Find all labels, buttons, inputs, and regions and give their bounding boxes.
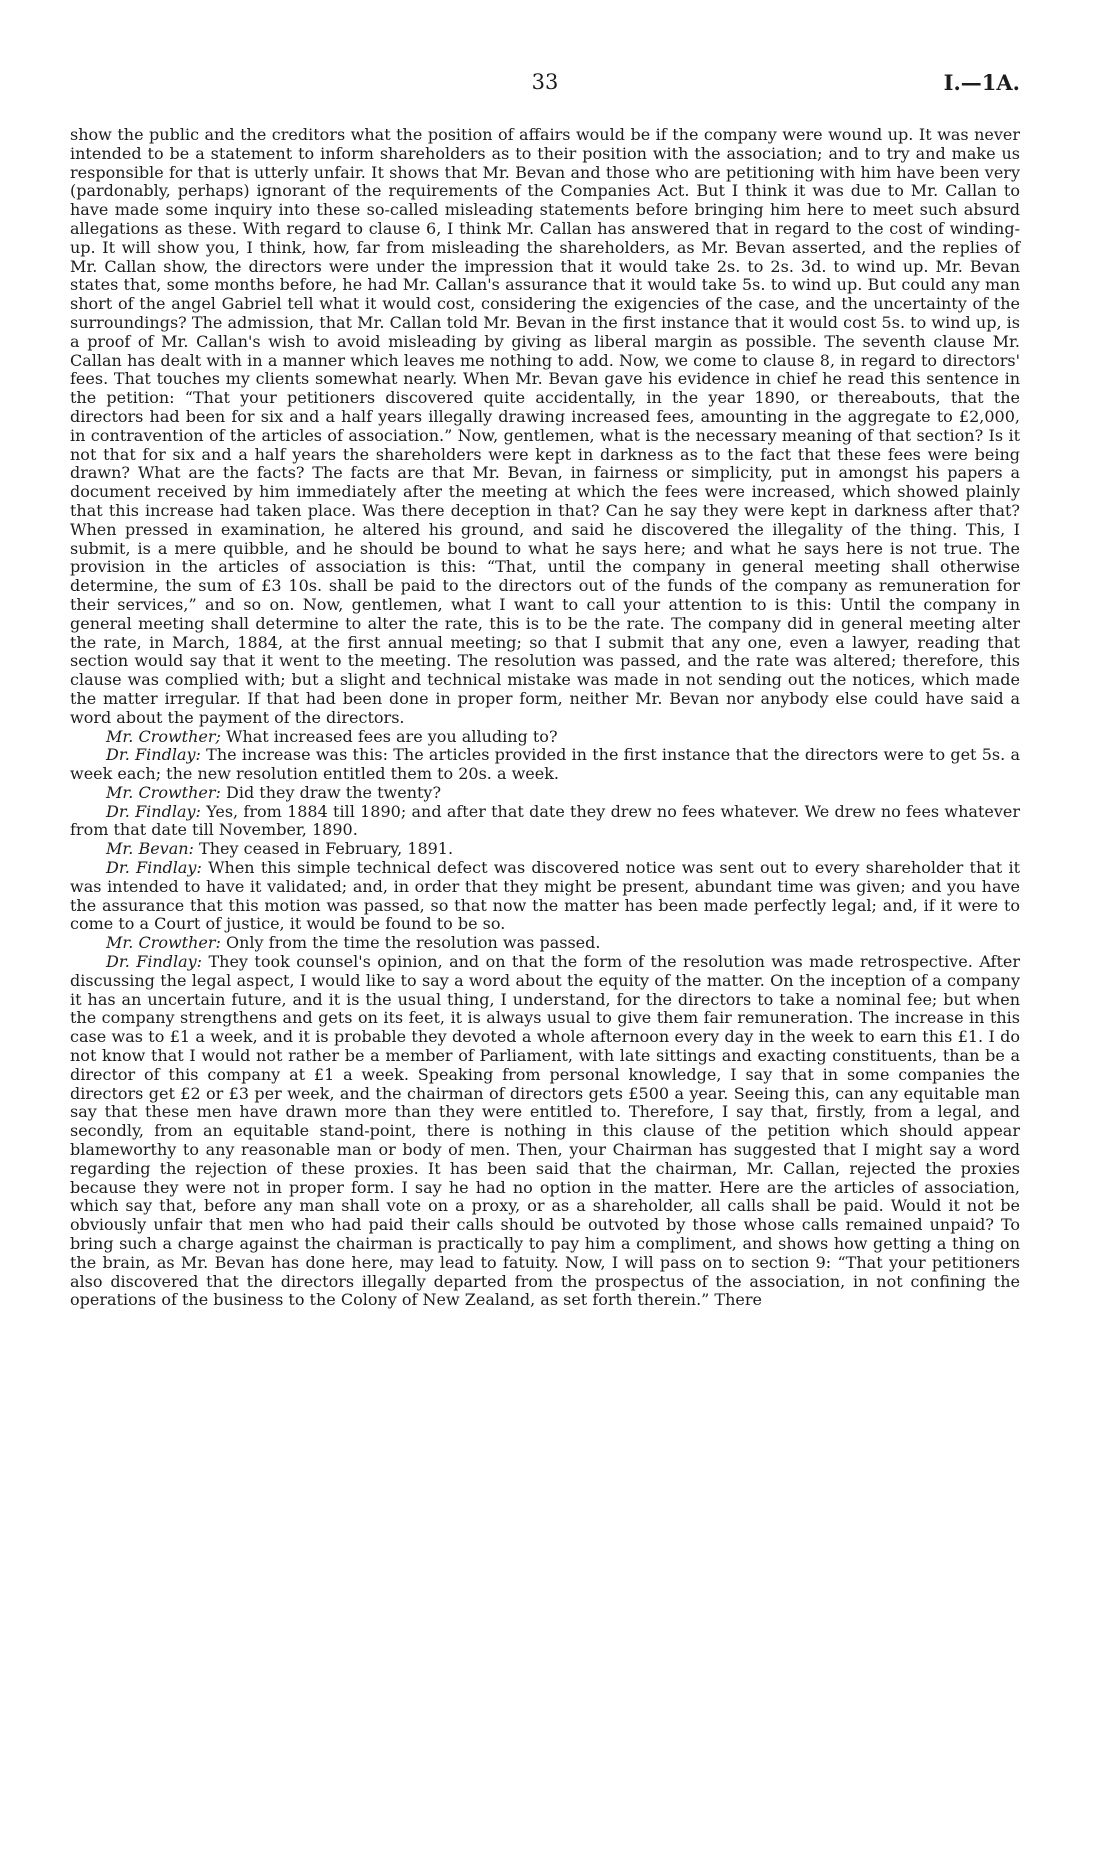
paragraph bbox=[70, 784, 1020, 803]
paragraph-text: The increase was this: The articles provided in the first instance that the directors were to get 5s. a week each; the new resolution entitled them to 20s. a week. bbox=[70, 745, 1021, 784]
paragraph-text: Yes, from 1884 till 1890; and after that date they drew no fees whatever. We drew no fees whatever from that date till November, 1890. bbox=[70, 801, 1020, 840]
paragraph bbox=[70, 840, 1020, 859]
speaker-name: Dr. Findlay: bbox=[106, 745, 201, 765]
paragraph bbox=[70, 953, 1020, 1310]
document-body bbox=[70, 126, 1020, 1310]
paragraph-text: show the public and the creditors what the position of affairs would be if the company were wound up. It was never intended to be a statement to inform shareholders as to their position with the association; and to try and make us responsible for that is utterly unfair. It shows that Mr. Bevan and those who are petitioning with him have been very (pardonably, perhaps) ignorant of the requirements of the Companies Act. But I think it was due to Mr. Callan to have made some inquiry into these so-called misleading statements before bringing him here to meet such absurd allegations as these. With regard to clause 6, I think Mr. Callan has answered that in regard to the cost of winding-up. It will show you, I think, how, far from misleading the shareholders, as Mr. Bevan asserted, and the replies of Mr. Callan show, the directors were under the impression that it would take 2s. to 2s. 3d. to wind up. Mr. Bevan states that, some months before, he had Mr. Callan's assurance that it would take 5s. to wind up. But could any man short of the angel Gabriel tell what it would cost, considering the exigencies of the case, and the uncertainty of the surroundings? The admission, that Mr. Callan told Mr. Bevan in the first instance that it would cost 5s. to wind up, is a proof of Mr. Callan's wish to avoid misleading by giving as liberal margin as possible. The seventh clause Mr. Callan has dealt with in a manner which leaves me nothing to add. Now, we come to clause 8, in regard to directors' fees. That touches my clients somewhat nearly. When Mr. Bevan gave his evidence in chief he read this sentence in the petition: “That your petitioners discovered quite accidentally, in the year 1890, or thereabouts, that the directors had been for six and a half years illegally drawing increased fees, amounting in the aggregate to £2,000, in contravention of the articles of association.” Now, gentlemen, what is the necessary meaning of that section? Is it not that for six and a half years the shareholders were kept in darkness as to the fact that these fees were being drawn? What are the facts? The facts are that Mr. Bevan, in fairness or simplicity, put in amongst his papers a document received by him immediately after the meeting at which the fees were increased, which showed plainly that this increase had taken place. Was there deception in that? Can he say they were kept in darkness after that? When pressed in examination, he altered his ground, and said he discovered the illegality of the thing. This, I submit, is a mere quibble, and he should be bound to what he says here; and what he says here is not true. The provision in the articles of association is this: “That, until the company in general meeting shall otherwise determine, the sum of £3 10s. shall be paid to the directors out of the funds of the company as remuneration for their services,” and so on. Now, gentlemen, what I want to call your attention to is this: Until the company in general meeting shall determine to alter the rate, this is to be the rate. The company did in general meeting alter the rate, in March, 1884, at the first annual meeting; so that I submit that any one, even a lawyer, reading that section would say that it went to the meeting. The resolution was passed, and the rate was altered; therefore, this clause was complied with; but a slight and technical mistake was made in not sending out the notices, which made the matter irregular. If that had been done in proper form, neither Mr. Bevan nor anybody else could have said a word about the payment of the directors. bbox=[70, 125, 1020, 727]
speaker-name: Mr. Crowther; bbox=[106, 726, 221, 746]
page-header bbox=[70, 70, 1020, 100]
paragraph-text: When this simple technical defect was discovered notice was sent out to every shareholder that it was intended to have it validated; and, in order that they might be present, abundant time was given; and you have the assurance that this motion was passed, so that now the matter has been made perfectly legal; and, if it were to come to a Court of justice, it would be found to be so. bbox=[70, 858, 1020, 934]
paragraph bbox=[70, 859, 1020, 934]
page-number: 33 bbox=[531, 70, 559, 94]
paragraph-text: Did they draw the twenty? bbox=[220, 782, 442, 802]
paragraph bbox=[70, 934, 1020, 953]
paragraph-text: Only from the time the resolution was passed. bbox=[220, 933, 601, 953]
paragraph bbox=[70, 803, 1020, 841]
paragraph-text: They ceased in February, 1891. bbox=[193, 839, 454, 859]
paragraph-text: What increased fees are you alluding to? bbox=[220, 726, 558, 746]
speaker-name: Dr. Findlay: bbox=[106, 801, 201, 821]
paragraph bbox=[70, 746, 1020, 784]
document-reference: I.—1A. bbox=[943, 70, 1020, 95]
speaker-name: Dr. Findlay: bbox=[106, 858, 202, 878]
paragraph bbox=[70, 728, 1020, 747]
speaker-name: Mr. Crowther: bbox=[106, 782, 221, 802]
paragraph bbox=[70, 126, 1020, 728]
speaker-name: Dr. Findlay: bbox=[106, 952, 203, 972]
speaker-name: Mr. Crowther: bbox=[106, 933, 221, 953]
paragraph-text: They took counsel's opinion, and on that the form of the resolution was made retrospective. After discussing the legal aspect, I would like to say a word about the equity of the matter. On the inception of a company it has an uncertain future, and it is the usual thing, I understand, for the directors to take a nominal fee; but when the company strengthens and gets on its feet, it is always usual to give them fair remuneration. The increase in this case was to £1 a week, and it is probable they devoted a whole afternoon every day in the week to earn this £1. I do not know that I would not rather be a member of Parliament, with late sittings and exacting constituents, than be a director of this company at £1 a week. Speaking from personal knowledge, I say that in some companies the directors get £2 or £3 per week, and the chairman of directors gets £500 a year. Seeing this, can any equitable man say that these men have drawn more than they were entitled to. Therefore, I say that, firstly, from a legal, and secondly, from an equitable stand-point, there is nothing in this clause of the petition which should appear blameworthy to any reasonable man or body of men. Then, your Chairman has suggested that I might say a word regarding the rejection of these proxies. It has been said that the chairman, Mr. Callan, rejected the proxies because they were not in proper form. I say he had no option in the matter. Here are the articles of association, which say that, before any man shall vote on a proxy, or as a shareholder, all calls shall be paid. Would it not be obviously unfair that men who had paid their calls should be outvoted by those whose calls remained unpaid? To bring such a charge against the chairman is practically to pay him a compliment, and shows how getting a thing on the brain, as Mr. Bevan has done here, may lead to fatuity. Now, I will pass on to section 9: “That your petitioners also discovered that the directors illegally departed from the prospectus of the association, in not confining the operations of the business to the Colony of New Zealand, as set forth therein.” There bbox=[70, 952, 1021, 1310]
speaker-name: Mr. Bevan: bbox=[106, 839, 194, 859]
